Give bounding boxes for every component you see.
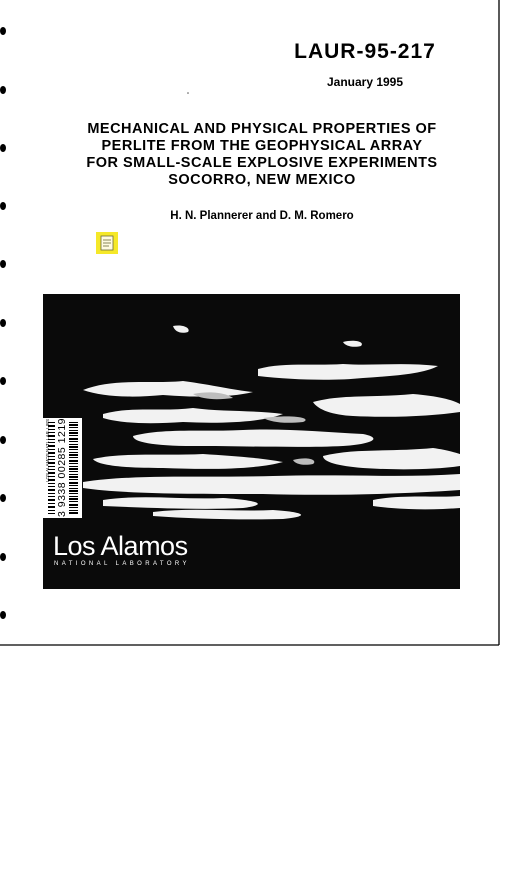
barcode-library-text: LOS ALAMOS NATL LAB. LIBS: [45, 418, 50, 482]
title-line: MECHANICAL AND PHYSICAL PROPERTIES OF: [87, 121, 437, 137]
library-barcode-label: [42, 418, 82, 518]
photo-credit: Photograph by Chris J. Lindberg: [495, 798, 501, 877]
barcode-number: 3 9338 00285 1219: [56, 417, 68, 517]
title-line: PERLITE FROM THE GEOPHYSICAL ARRAY: [101, 138, 423, 154]
report-date: January 1995: [326, 75, 404, 89]
lab-logo-name: Los Alamos: [53, 531, 188, 561]
title-line: SOCORRO, NEW MEXICO: [168, 172, 356, 188]
report-title: [40, 121, 484, 189]
title-line: FOR SMALL-SCALE EXPLOSIVE EXPERIMENTS: [86, 155, 438, 171]
binding-holes: [0, 27, 6, 619]
lab-logo-subtitle: NATIONAL LABORATORY: [54, 561, 190, 567]
sticky-note-icon[interactable]: [96, 232, 118, 254]
authors: H. N. Plannerer and D. M. Romero: [170, 210, 354, 222]
report-number: LAUR-95-217: [294, 40, 436, 63]
